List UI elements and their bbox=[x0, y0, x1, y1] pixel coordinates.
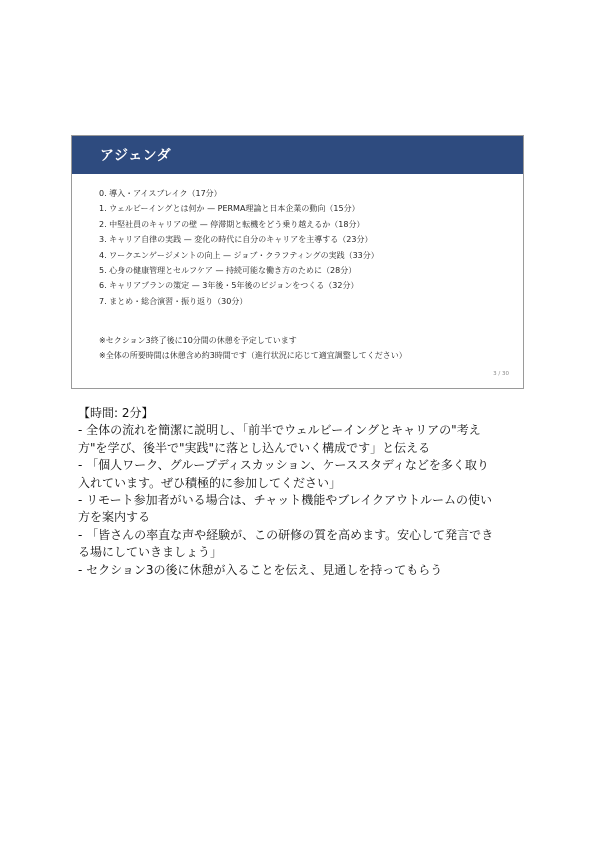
notes-line: 【時間: 2分】 bbox=[78, 406, 154, 420]
agenda-list bbox=[99, 186, 379, 309]
notes-line: - 「個人ワーク、グループディスカッション、ケーススタディなどを多く取り bbox=[78, 458, 489, 473]
agenda-item: 0. 導入・アイスブレイク（17分） bbox=[99, 189, 222, 198]
agenda-item: 1. ウェルビーイングとは何か — PERMA理論と日本企業の動向（15分） bbox=[99, 204, 360, 214]
notes-line: - 「皆さんの率直な声や経験が、この研修の質を高めます。安心して発言でき bbox=[78, 527, 494, 542]
speaker-notes bbox=[78, 405, 518, 579]
notes-line: 方を案内する bbox=[78, 510, 151, 525]
agenda-item: 6. キャリアプランの策定 — 3年後・5年後のビジョンをつくる（32分） bbox=[99, 281, 359, 291]
duration-note: ※全体の所要時間は休憩含め約3時間です（進行状況に応じて適宜調整してください） bbox=[99, 351, 407, 360]
agenda-item: 7. まとめ・総合演習・振り返り（30分） bbox=[99, 296, 248, 306]
agenda-item: 2. 中堅社員のキャリアの壁 — 停滞期と転機をどう乗り越えるか（18分） bbox=[99, 219, 365, 229]
agenda-item: 4. ワークエンゲージメントの向上 — ジョブ・クラフティングの実践（33分） bbox=[99, 250, 379, 260]
notes-line: - 全体の流れを簡潔に説明し、「前半でウェルビーイングとキャリアの"考え bbox=[78, 423, 481, 438]
notes-line: - セクション3の後に休憩が入ることを伝え、見通しを持ってもらう bbox=[78, 562, 443, 577]
slide-title: アジェンダ bbox=[100, 148, 172, 164]
notes-line: る場にしていきましょう」 bbox=[78, 545, 223, 560]
page-number: 3 / 30 bbox=[493, 371, 509, 377]
notes-line: - リモート参加者がいる場合は、チャット機能やブレイクアウトルームの使い bbox=[78, 493, 492, 508]
agenda-item: 3. キャリア自律の実践 — 変化の時代に自分のキャリアを主導する（23分） bbox=[99, 235, 373, 245]
notes-line: 方"を学び、後半で"実践"に落とし込んでいく構成です」と伝える bbox=[78, 440, 431, 455]
slide-header bbox=[72, 136, 523, 174]
notes-line: 入れています。ぜひ積極的に参加してください」 bbox=[78, 475, 342, 490]
slide-card bbox=[71, 135, 524, 389]
break-note: ※セクション3終了後に10分間の休憩を予定しています bbox=[99, 336, 297, 345]
agenda-item: 5. 心身の健康管理とセルフケア — 持続可能な働き方のために（28分） bbox=[99, 266, 357, 276]
slide-notes bbox=[99, 333, 407, 363]
